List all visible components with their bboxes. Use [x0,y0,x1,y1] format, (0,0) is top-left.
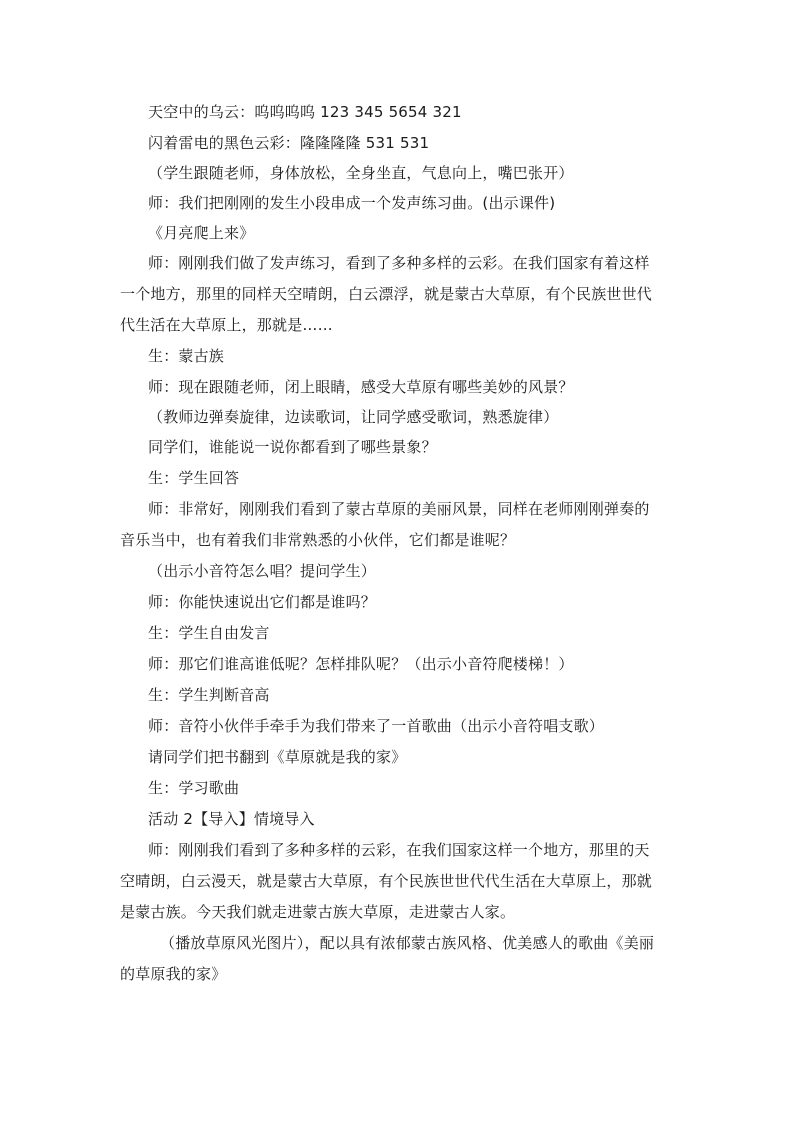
text-line: 音乐当中，也有着我们非常熟悉的小伙伴，它们都是谁呢？ [120,531,516,549]
text-line: 师：刚刚我们做了发声练习，看到了多种多样的云彩。在我们国家有着这样 [148,254,650,272]
text-line: 一个地方，那里的同样天空晴朗，白云漂浮，就是蒙古大草原，有个民族世世代 [120,285,653,303]
text-line: 同学们，谁能说一说你都看到了哪些景象？ [148,438,437,456]
text-line: 师：现在跟随老师，闭上眼睛，感受大草原有哪些美妙的风景？ [148,378,574,396]
text-line: （播放草原风光图片），配以具有浓郁蒙古族风格、优美感人的歌曲《美丽 [160,934,655,952]
text-line: 生：学生回答 [148,469,240,487]
text-line: 请同学们把书翻到《草原就是我的家》 [148,748,407,766]
text-line: 代生活在大草原上，那就是…… [120,316,333,334]
text-line: 的草原我的家》 [120,965,227,983]
text-line: 天空中的乌云：呜呜呜呜 123 345 5654 321 [148,103,462,121]
text-line: 师：音符小伙伴手牵手为我们带来了一首歌曲（出示小音符唱支歌） [148,717,605,735]
text-line: 生：学生自由发言 [148,624,270,642]
document-body [120,97,680,990]
text-line: 师：刚刚我们看到了多种多样的云彩，在我们国家这样一个地方，那里的天 [148,841,650,859]
text-line: 师：那它们谁高谁低呢？怎样排队呢？（出示小音符爬楼梯！） [148,655,574,673]
text-line: 生：学生判断音高 [148,686,270,704]
text-line: （学生跟随老师，身体放松，全身坐直，气息向上，嘴巴张开） [148,164,574,182]
text-line: 是蒙古族。今天我们就走进蒙古族大草原，走进蒙古人家。 [120,903,516,921]
text-line: （出示小音符怎么唱？提问学生） [148,562,377,580]
text-line: 空晴朗，白云漫天，就是蒙古大草原，有个民族世世代代生活在大草原上，那就 [120,872,653,890]
text-line: 师：非常好，刚刚我们看到了蒙古草原的美丽风景，同样在老师刚刚弹奏的 [148,500,650,518]
text-line: （教师边弹奏旋律，边读歌词，让同学感受歌词，熟悉旋律） [148,408,559,426]
text-line: 师：我们把刚刚的发生小段串成一个发声练习曲。(出示课件) [148,194,556,212]
text-line: 闪着雷电的黑色云彩：隆隆隆隆 531 531 [148,134,430,152]
text-line: 《月亮爬上来》 [148,224,255,242]
section-heading: 活动 2【导入】情境导入 [148,810,315,828]
text-line: 生：学习歌曲 [148,779,240,797]
text-line: 生：蒙古族 [148,347,225,365]
text-line: 师：你能快速说出它们都是谁吗？ [148,593,377,611]
